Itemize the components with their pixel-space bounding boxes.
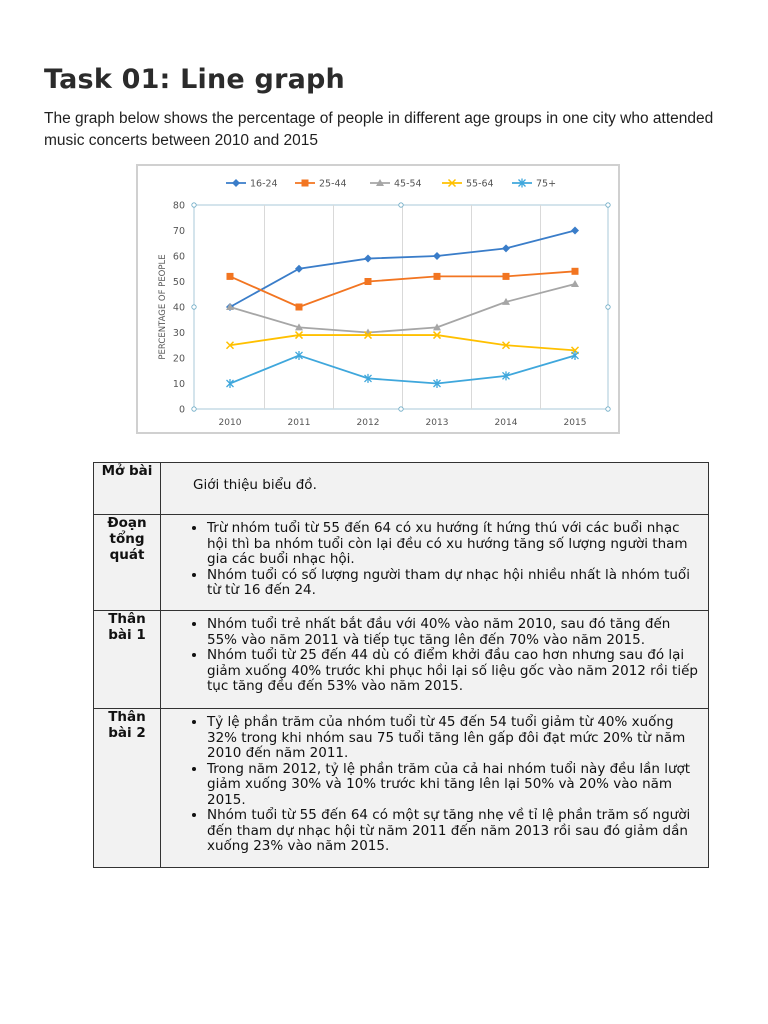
essay-outline bbox=[93, 462, 709, 868]
frame-handle bbox=[399, 407, 403, 411]
legend-label: 25-44 bbox=[319, 178, 347, 190]
section-label: Thân bài 1 bbox=[94, 611, 161, 709]
outline-row-intro bbox=[94, 463, 709, 515]
bullet-item: • Nhóm tuổi từ 25 đến 44 dù có điểm khởi đầu cao hơn nhưng sau đó lại giảm xuống 40% trước khi phục hồi lại số liệu gốc vào năm 2012 rồi tiếp tục tăng đều đến 53% vào năm 2015. bbox=[207, 648, 702, 695]
bullet-item: • Nhóm tuổi có số lượng người tham dự nhạc hội nhiều nhất là nhóm tuổi từ từ 16 đến 24. bbox=[207, 568, 702, 599]
y-tick-label: 60 bbox=[172, 251, 185, 263]
y-tick-label: 40 bbox=[172, 302, 185, 314]
series-16-24-point bbox=[295, 265, 303, 273]
series-45-54-point bbox=[571, 280, 579, 287]
bullet-list bbox=[165, 521, 702, 599]
frame-handle bbox=[606, 203, 610, 207]
frame-handle bbox=[399, 203, 403, 207]
legend-16-24-point bbox=[232, 179, 240, 187]
x-tick-label: 2010 bbox=[218, 418, 242, 428]
legend-label: 55-64 bbox=[466, 178, 494, 190]
section-label: Mở bài bbox=[94, 463, 161, 515]
series-25-44-point bbox=[503, 273, 510, 280]
frame-handle bbox=[606, 407, 610, 411]
outline-row-overview bbox=[94, 515, 709, 611]
y-axis-title: PERCENTAGE OF PEOPLE bbox=[158, 254, 168, 360]
section-label: Đoạn tổng quát bbox=[94, 515, 161, 611]
bullet-item: • Nhóm tuổi từ 55 đến 64 có một sự tăng nhẹ về tỉ lệ phần trăm số người đến tham dự nhạc hội từ năm 2011 đến năm 2013 rồi sau đó giảm dần xuống 23% vào năm 2015. bbox=[207, 808, 702, 855]
bullet-list bbox=[165, 715, 702, 855]
frame-handle bbox=[192, 305, 196, 309]
legend-25-44-point bbox=[302, 180, 309, 187]
series-75--point bbox=[227, 379, 234, 388]
series-16-24-point bbox=[502, 244, 510, 252]
section-content bbox=[161, 709, 709, 868]
x-tick-label: 2012 bbox=[356, 418, 380, 428]
series-16-24-point bbox=[433, 252, 441, 260]
series-16-24-point bbox=[571, 227, 579, 235]
legend-label: 75+ bbox=[536, 178, 557, 190]
y-tick-label: 30 bbox=[172, 328, 185, 339]
outline-row-body-1 bbox=[94, 611, 709, 709]
x-tick-label: 2013 bbox=[425, 418, 449, 428]
frame-handle bbox=[192, 407, 196, 411]
x-tick-label: 2015 bbox=[563, 418, 587, 428]
section-content bbox=[161, 611, 709, 709]
series-16-24-point bbox=[364, 255, 372, 263]
section-label: Thân bài 2 bbox=[94, 709, 161, 868]
frame-handle bbox=[192, 203, 196, 207]
bullet-item: • Trong năm 2012, tỷ lệ phần trăm của cả hai nhóm tuổi này đều lần lượt giảm xuống 30% và 10% trước khi tăng lên lại 50% và 20% vào năm 2015. bbox=[207, 762, 702, 809]
outline-row-body-2 bbox=[94, 709, 709, 868]
x-tick-label: 2011 bbox=[287, 418, 311, 428]
y-tick-label: 20 bbox=[172, 353, 185, 365]
y-tick-label: 70 bbox=[172, 226, 185, 237]
line-chart bbox=[136, 164, 620, 434]
section-text: Giới thiệu biểu đồ. bbox=[193, 477, 317, 493]
plot-area bbox=[194, 205, 608, 409]
x-tick-label: 2014 bbox=[494, 418, 518, 428]
bullet-item: • Nhóm tuổi trẻ nhất bắt đầu với 40% vào năm 2010, sau đó tăng đến 55% vào năm 2011 và tiếp tục tăng lên đến 70% vào năm 2015. bbox=[207, 617, 702, 648]
y-tick-label: 10 bbox=[172, 379, 185, 390]
series-25-44-point bbox=[227, 273, 234, 280]
bullet-item: • Tỷ lệ phần trăm của nhóm tuổi từ 45 đến 54 tuổi giảm từ 40% xuống 32% trong khi nhóm sau 75 tuổi tăng lên gấp đôi đạt mức 20% từ năm 2010 đến năm 2011. bbox=[207, 715, 702, 762]
bullet-list bbox=[165, 617, 702, 695]
y-tick-label: 0 bbox=[178, 404, 185, 416]
series-25-44-point bbox=[572, 268, 579, 275]
series-25-44-point bbox=[365, 278, 372, 285]
y-tick-label: 50 bbox=[172, 277, 185, 288]
legend-label: 45-54 bbox=[394, 178, 422, 190]
chart-canvas bbox=[138, 166, 618, 432]
frame-handle bbox=[606, 305, 610, 309]
page-title: Task 01: Line graph bbox=[44, 64, 345, 95]
task-description: The graph below shows the percentage of people in different age groups in one city who attended music concerts between 2010 and 2015 bbox=[44, 110, 714, 149]
series-25-44-point bbox=[296, 304, 303, 311]
section-content bbox=[161, 515, 709, 611]
y-tick-label: 80 bbox=[172, 200, 185, 212]
bullet-item: • Trừ nhóm tuổi từ 55 đến 64 có xu hướng ít hứng thú với các buổi nhạc hội thì ba nhóm tuổi còn lại đều có xu hướng tăng số lượng người tham gia các buổi nhạc hội. bbox=[207, 521, 702, 568]
outline-table bbox=[93, 462, 709, 868]
section-content bbox=[161, 463, 709, 515]
legend-label: 16-24 bbox=[250, 178, 278, 190]
series-25-44-point bbox=[434, 273, 441, 280]
